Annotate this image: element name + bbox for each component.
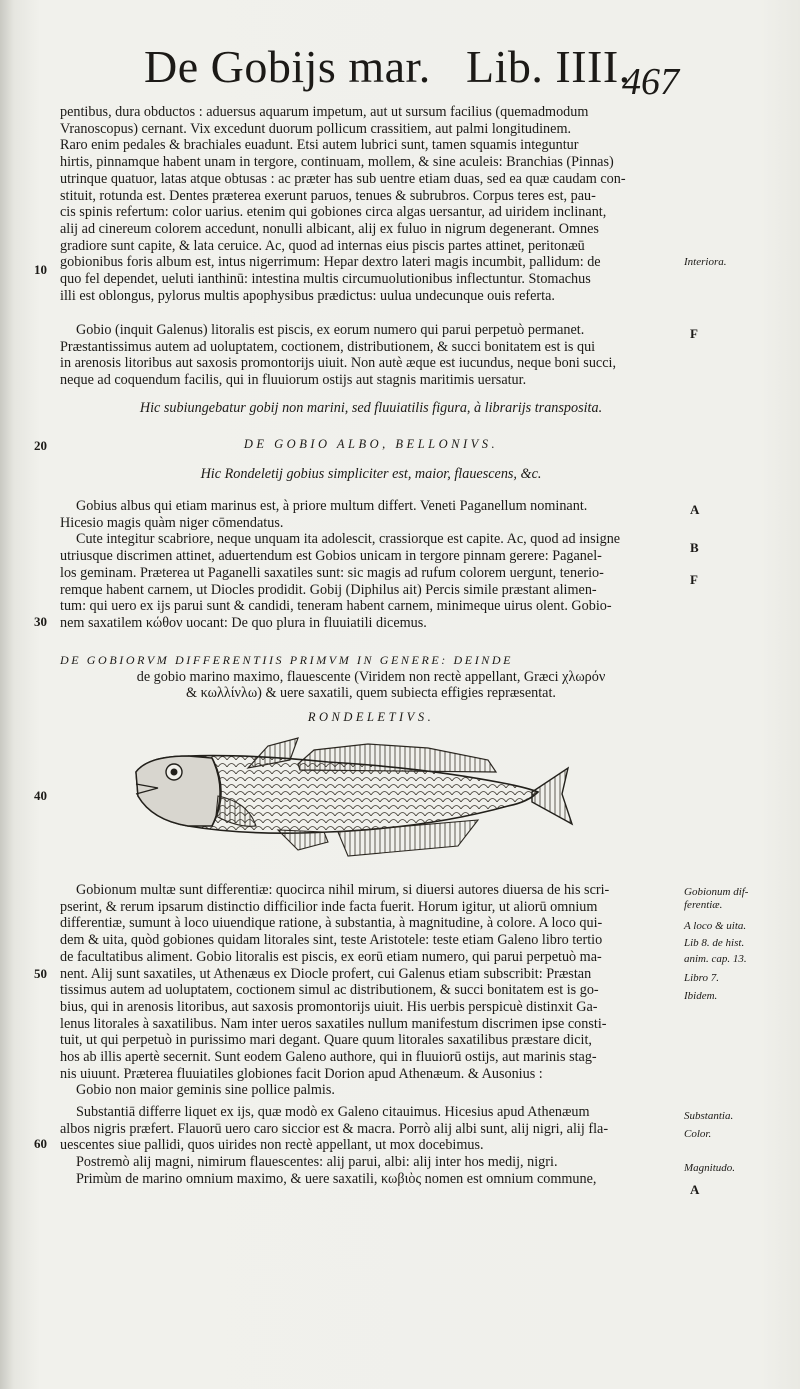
caption-block — [60, 709, 682, 726]
text-line: Vranoscopus) cernant. Vix excedunt duorum pollicum crassitiem, aut palmi longitudinem. — [60, 120, 572, 137]
text-line: in arenosis litoribus aut saxosis promontorijs uiuit. Non autè æque est iucundus, neque boni succi, — [60, 355, 617, 372]
margin-letter: B — [690, 540, 699, 555]
margin-note-color: Color. — [684, 1128, 712, 1140]
heading-block-albo — [60, 436, 682, 453]
line-number: 40 — [34, 788, 47, 803]
text-block-5 — [60, 1104, 682, 1188]
margin-note-substantia: Substantia. — [684, 1110, 734, 1122]
text-line: gobionibus foris album est, intus nigerrimum: Hepar dextro lateri magis incumbit, pallidum: de — [60, 254, 601, 271]
text-line: de facultatibus aliment. Gobio litoralis est piscis, ex eorū etiam numero, qui parui perpetuò ma- — [60, 948, 602, 965]
heading-block-diff — [60, 652, 682, 702]
text-line: illi est oblongus, pylorus multis apophysibus prædictus: uulua undecunque ouis referta. — [60, 287, 555, 304]
margin-letter: F — [690, 326, 698, 341]
line-number: 10 — [34, 262, 47, 277]
text-line: alij ad cinereum colorem accedunt, nonulli albicant, alij ex fuluo in nigrum degenerant. Omnes — [60, 220, 599, 237]
text-line: los geminam. Præterea ut Paganelli saxatiles sunt: sic magis ad rufum colorem uergunt, tenerio- — [60, 564, 604, 581]
text-line: Gobius albus qui etiam marinus est, à priore multum differt. Veneti Paganellum nominant. — [76, 498, 588, 514]
text-line: neque ad coquendum facilis, qui in fluuiorum ostijs aut stagnis maritimis uersatur. — [60, 372, 527, 389]
text-line: nem saxatilem κώθον uocant: De quo plura in fluuiatili dicemus. — [60, 614, 427, 631]
text-line: tuit, ut qui perpetuò in purissimo mari degant. Quare quum litorales saxatilibus præstare dicit, — [60, 1032, 592, 1049]
text-line: utriusque discrimen attinet, aduertendum est Gobios unicam in tergore pinnam gerere: Paganel- — [60, 548, 602, 565]
author-caption: RONDELETIVS. — [307, 710, 435, 724]
margin-note-lib8: Lib 8. de hist. — [684, 937, 745, 949]
text-block-3 — [60, 498, 682, 632]
text-line: stituit, rotunda est. Dentes præterea exerunt paruos, tenues & subrubros. Corpus teres est, pau- — [60, 187, 596, 204]
text-line: nis uiuunt. Præterea fluuiatiles globiones facit Dorion apud Athenæum. & Ausonius : — [60, 1065, 543, 1082]
heading-line: & κωλλίνλω) & uere saxatili, quem subiecta effigies repræsentat. — [186, 685, 556, 702]
margin-note-a-loco: A loco & uita. — [684, 920, 747, 932]
text-line: cis spinis refertum: color uarius. etenim qui gobiones circa algas uersantur, ad uiridem inclinant, — [60, 204, 607, 221]
text-line: Raro enim pedales & brachiales euadunt. Etsi autem lubrici sunt, tamen squamis integuntur — [60, 137, 579, 154]
line-number: 20 — [34, 438, 47, 453]
text-line: lenus litorales à saxatilibus. Nam inter ueros saxatiles nullum manifestum discrimen ipse consti- — [60, 1015, 607, 1032]
verse-line: Gobio non maior geminis sine pollice palmis. — [76, 1082, 335, 1099]
text-line: pserint, & rerum ipsarum distinctio difficilior inde facta fuerit. Horum igitur, ut aliorū omnium — [60, 898, 598, 915]
text-line: tum: qui uero ex ijs parui sunt & candidi, teneram habent carnem, minimeque uirus olent. Gobio- — [60, 598, 612, 615]
text-line: pentibus, dura obductos : aduersus aquarum impetum, aut ut sursum facilius (quemadmodum — [60, 104, 589, 120]
margin-note-gobionum-1: Gobionum dif- — [684, 886, 749, 898]
text-line: Gobionum multæ sunt differentiæ: quocirca nihil mirum, si diuersi autores diuersa de his scri- — [76, 882, 610, 898]
text-line: Postremò alij magni, nimirum flauescentes: alij parui, albi: alij inter hos medij, nigri. — [76, 1154, 558, 1171]
text-line: gradiore sunt capite, & lata ceruice. Ac, quod ad internas eius piscis partes attinet, peritonæū — [60, 237, 585, 254]
margin-letter: F — [690, 572, 698, 587]
text-line: differentiæ, sumunt à loco uiuendique ratione, à substantia, à magnitudine, à colore. A loco qui- — [60, 915, 603, 932]
note-block — [60, 400, 682, 417]
text-line: hirtis, pinnamque habent unam in tergore, continuam, mollem, & sine aculeis: Branchias (Pinnas) — [60, 154, 614, 171]
text-block-2 — [60, 322, 682, 389]
margin-note-gobionum-2: ferentiæ. — [684, 899, 723, 911]
text-line: utrinque quatuor, latas atque obtusas : ac præter has sub uentre etiam duas, sed ea quæ caudam con- — [60, 170, 626, 187]
text-line: bius, qui in arenosis litoribus, aut saxosis promontorijs uiuit. His uerbis perspicuè distinxit Ga- — [60, 998, 598, 1015]
text-line: Primùm de marino omnium maximo, & uere saxatili, κωβιὸς nomen est omnium commune, — [76, 1170, 597, 1187]
text-line: dem & uita, quòd gobiones quidam litorales sint, teste Aristotele: teste etiam Galeno libro tertio — [60, 932, 603, 949]
margin-note-libro7: Libro 7. — [684, 972, 720, 984]
margin-note-interiora: Interiora. — [684, 256, 727, 268]
text-line: Gobio (inquit Galenus) litoralis est piscis, ex eorum numero qui parui perpetuò permanet. — [76, 322, 585, 338]
italic-note: Hic subiungebatur gobij non marini, sed fluuiatilis figura, à librarijs transposita. — [139, 400, 603, 416]
text-block-4 — [60, 882, 682, 1099]
section-subheading: Hic Rondeletij gobius simpliciter est, maior, flauescens, &c. — [200, 466, 542, 482]
line-number: 30 — [34, 614, 47, 629]
text-line: remque habent carnem, ut Diocles prodidit. Gobij (Diphilus ait) Percis simile præstant alimen- — [60, 581, 597, 598]
running-title: De Gobijs mar. — [144, 41, 431, 92]
text-line: uescentes siue pallidi, quos uirides non rectè appellant, ut mox docebimus. — [60, 1137, 484, 1154]
text-line: tissimus autem ad uoluptatem, coctionem simul ac distributionem, & succi bonitatem est is go- — [60, 982, 599, 999]
section-heading: DE GOBIORVM DIFFERENTIIS PRIMVM IN GENERE: DEINDE — [60, 653, 514, 667]
text-line: quo fel dependet, ueluti ianthinū: intestina multis circumuolutionibus inflectuntur. Stomachus — [60, 271, 591, 288]
margin-note-anim: anim. cap. 13. — [684, 953, 747, 965]
text-block-1 — [60, 104, 682, 304]
line-number: 50 — [34, 966, 47, 981]
text-line: hos ab illis apertè secernit. Sunt eodem Galeno authore, qui in fluuiorū ostijs, aut marinis stag- — [60, 1049, 597, 1066]
margin-note-ibidem: Ibidem. — [684, 990, 718, 1002]
text-line: nent. Alij sunt saxatiles, ut Athenæus ex Diocle profert, cui Galenus etiam subscribit: Præstan — [60, 965, 592, 982]
text-line: Præstantissimus autem ad uoluptatem, coctionem, distributionem, & succi bonitatem est is qui — [60, 338, 596, 355]
text-line: Cute integitur scabriore, neque unquam ita adolescit, crassiorque est capite. Ac, quod ad insigne — [76, 531, 621, 548]
margin-note-magnitudo: Magnitudo. — [684, 1162, 736, 1174]
margin-letter: A — [690, 1182, 700, 1197]
text-line: albos nigris præfert. Flauorū uero caro siccior est & macra. Porrò alij albi sunt, alij nigri, alij fla- — [60, 1120, 609, 1137]
gobio-fish-illustration — [128, 732, 576, 864]
text-line: Hicesio magis quàm niger cōmendatus. — [60, 514, 284, 531]
running-head — [144, 40, 690, 93]
section-heading: DE GOBIO ALBO, BELLONIVS. — [243, 437, 499, 451]
margin-letter: A — [690, 502, 700, 517]
subheading-block-albo — [60, 466, 682, 483]
line-number: 60 — [34, 1136, 47, 1151]
book-number: Lib. IIII. — [466, 41, 631, 92]
heading-line: de gobio marino maximo, flauescente (Viridem non rectè appellant, Græci χλωρόν — [136, 668, 606, 685]
page-number: 467 — [622, 61, 679, 103]
text-line: Substantiā differre liquet ex ijs, quæ modò ex Galeno citauimus. Hicesius apud Athenæum — [76, 1104, 590, 1120]
